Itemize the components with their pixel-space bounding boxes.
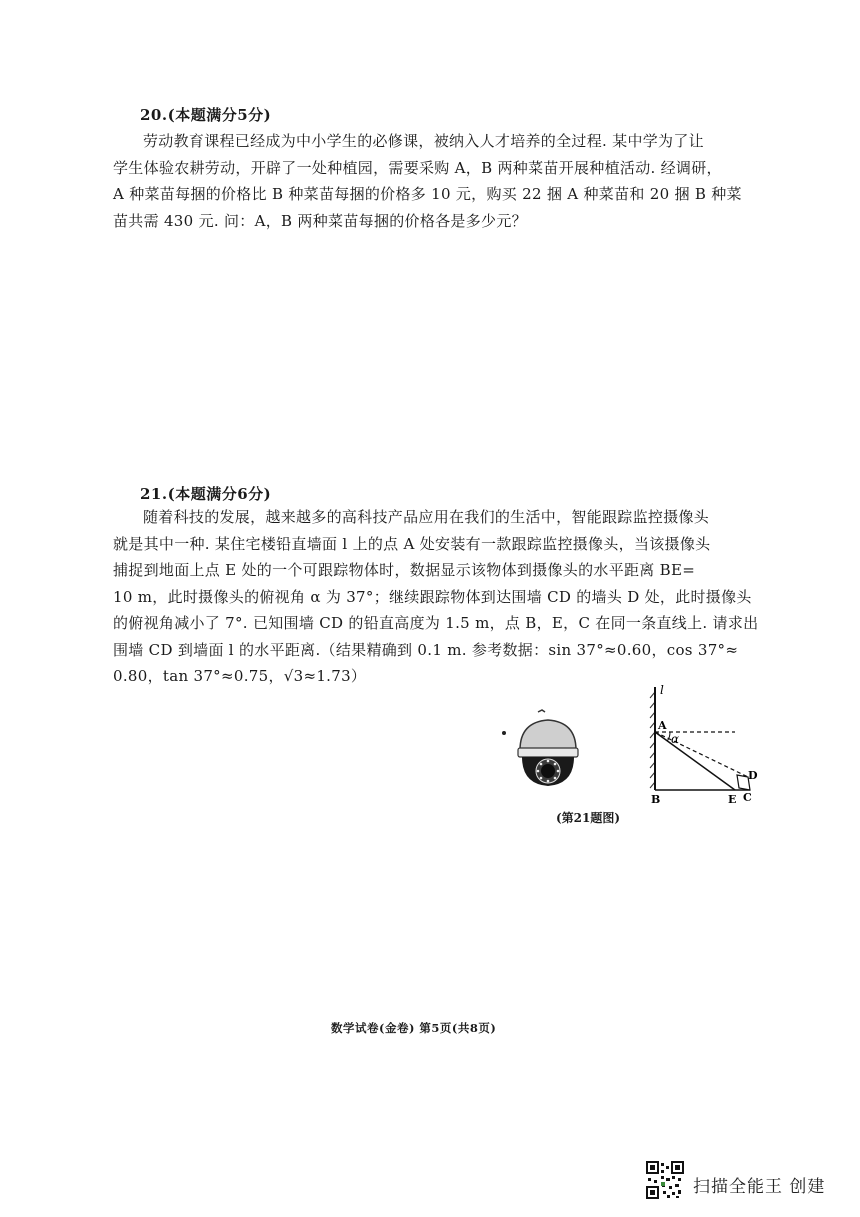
page-footer: 数学试卷(金卷) 第5页(共8页): [331, 1021, 497, 1035]
label-D: D: [748, 769, 758, 782]
q21-heading: 21.(本题满分6分): [140, 485, 272, 503]
figure-caption: (第21题图): [556, 811, 621, 825]
q21-line: 捕捉到地面上点 E 处的一个可跟踪物体时，数据显示该物体到摄像头的水平距离 BE=: [113, 561, 696, 579]
geometry-figure: [640, 682, 770, 807]
q20-line: A 种菜苗每捆的价格比 B 种菜苗每捆的价格多 10 元，购买 22 捆 A 种菜苗和 20 捆 B 种菜: [113, 185, 742, 203]
label-B: B: [651, 793, 661, 806]
q21-line: 的俯视角减小了 7°. 已知围墙 CD 的铅直高度为 1.5 m，点 B，E，C 在同一条直线上. 请求出: [113, 614, 759, 632]
label-E: E: [728, 793, 737, 806]
q20-line: 学生体验农耕劳动，开辟了一处种植园，需要采购 A，B 两种菜苗开展种植活动. 经调研，: [113, 158, 722, 177]
q21-line: 围墙 CD 到墙面 l 的水平距离.（结果精确到 0.1 m. 参考数据：sin 37°≈0.60，cos 37°≈: [113, 640, 739, 659]
label-A: A: [658, 719, 667, 732]
q21-line: 随着科技的发展，越来越多的高科技产品应用在我们的生活中，智能跟踪监控摄像头: [143, 508, 710, 526]
surveillance-camera-icon: [498, 700, 608, 800]
q20-body: [113, 128, 753, 234]
q21-body: [113, 504, 763, 690]
label-C: C: [743, 791, 752, 804]
q21-line: 10 m，此时摄像头的俯视角 α 为 37°；继续跟踪物体到达围墙 CD 的墙头 D 处，此时摄像头: [113, 587, 752, 606]
qr-code-icon: [645, 1160, 685, 1200]
watermark-text: 扫描全能王 创建: [693, 1177, 826, 1197]
q21-line: 0.80，tan 37°≈0.75，√3≈1.73）: [113, 667, 367, 685]
q20-heading: 20.(本题满分5分): [140, 106, 272, 124]
label-alpha: α: [671, 732, 680, 746]
q21-line: 就是其中一种. 某住宅楼铅直墙面 l 上的点 A 处安装有一款跟踪监控摄像头，当该摄像头: [113, 534, 711, 553]
label-l: l: [660, 683, 664, 697]
q20-line: 劳动教育课程已经成为中小学生的必修课，被纳入人才培养的全过程. 某中学为了让: [143, 132, 704, 150]
q20-line: 苗共需 430 元. 问：A，B 两种菜苗每捆的价格各是多少元？: [113, 211, 527, 230]
